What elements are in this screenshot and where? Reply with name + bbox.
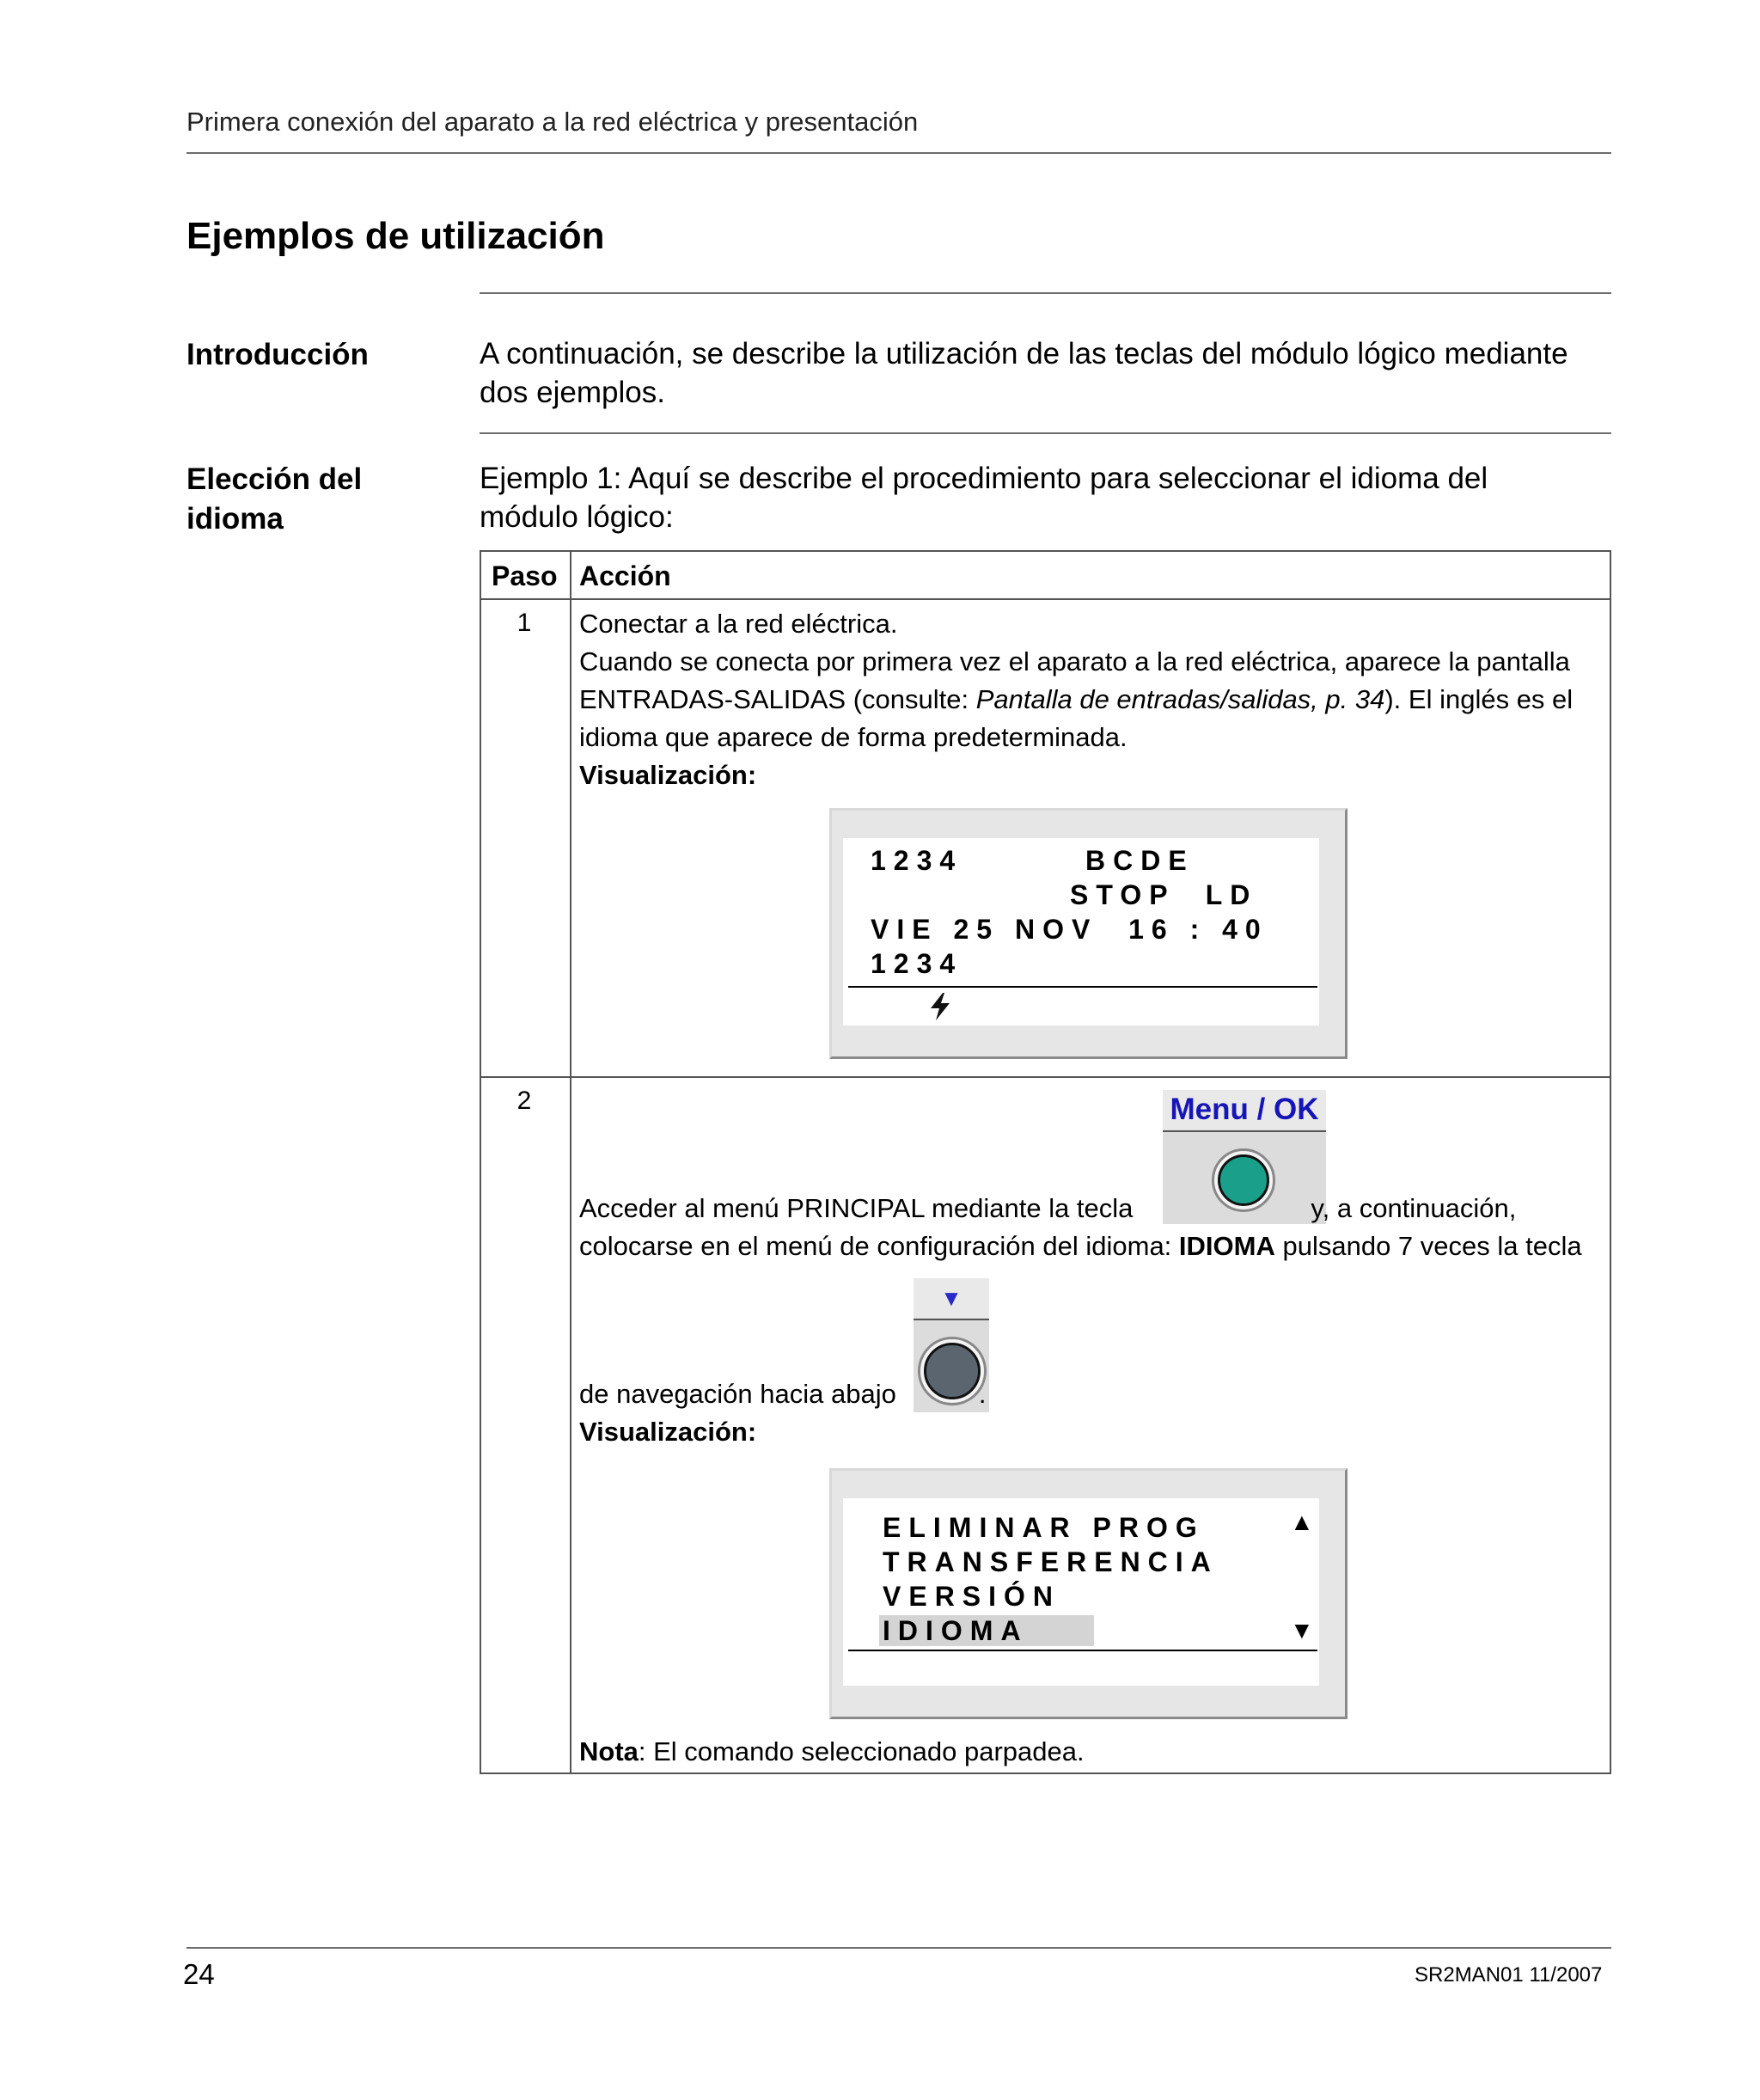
step2-line-text: y, a continuación, [1311,1193,1517,1223]
display-label: Visualización: [579,760,757,790]
page-number: 24 [183,1958,215,1990]
step2-line-text: colocarse en el menú de configuración del idioma: [579,1231,1179,1261]
lcd-line: 1234 [871,845,963,876]
intro-text [480,334,1614,412]
step1-line: Conectar a la red eléctrica. [579,609,898,639]
intro-text-line: A continuación, se describe la utilización de las teclas del módulo lógico mediante [480,337,1568,370]
language-text-line: Ejemplo 1: Aquí se describe el procedimiento para seleccionar el idioma del [480,462,1488,495]
step2-line [579,1228,1602,1265]
lcd-divider [848,1650,1317,1651]
lcd-display-area [843,1498,1319,1686]
step-number: 1 [516,609,532,637]
lcd-divider [848,986,1317,988]
menu-ok-key-label: Menu / OK [1163,1090,1326,1130]
idioma-keyword: IDIOMA [1178,1231,1275,1261]
step2-note [579,1733,1602,1771]
step1-line: idioma que aparece de forma predeterminada. [579,722,1128,752]
down-arrow-icon: ▼ [914,1278,989,1318]
lcd-line: BCDE [1085,845,1195,876]
display-label: Visualización: [579,1417,757,1447]
steps-table [480,550,1611,1774]
step2-line-text: pulsando 7 veces la tecla [1274,1231,1582,1261]
lcd-line: 1234 [871,948,963,979]
step2-action-continued [579,1375,1602,1451]
menu-item: ELIMINAR PROG [883,1512,1205,1543]
language-label [186,460,444,539]
header-action: Acción [579,560,671,591]
intro-label: Introducción [186,338,369,371]
intro-text-line: dos ejemplos. [480,376,665,409]
header-row-separator [481,598,1610,600]
step-number: 2 [516,1087,532,1115]
step2-line [579,1190,1602,1228]
header-step: Paso [492,560,558,591]
running-header: Primera conexión del aparato a la red eléctrica y presentación [186,107,919,137]
language-rule [480,432,1611,434]
menu-item: VERSIÓN [883,1581,1061,1612]
column-separator [570,552,571,1772]
lcd-screen-io [829,808,1348,1059]
step2-line-text: Acceder al menú PRINCIPAL mediante la tecla [579,1193,1134,1223]
step2-line-text: . [978,1379,987,1409]
language-label-line: idioma [186,502,284,536]
step1-line: Cuando se conecta por primera vez el aparato a la red eléctrica, aparece la pantalla [579,646,1570,677]
language-text-line: módulo lógico: [480,500,674,534]
footer-rule [186,1947,1611,1949]
key-divider [1163,1130,1326,1132]
step1-line-text: ). El inglés es el [1384,684,1574,714]
step2-action [579,1190,1602,1265]
header-rule [186,152,1611,154]
scroll-up-icon: ▲ [1290,1509,1314,1535]
lcd-line: VIE 25 NOV 16 : 40 [871,914,1268,945]
language-label-line: Elección del [186,462,363,496]
menu-item: TRANSFERENCIA [883,1546,1219,1577]
lcd-line: STOP LD [1070,879,1258,910]
lcd-screen-menu [829,1468,1348,1719]
step2-line [579,1375,1602,1413]
key-divider [914,1319,989,1320]
lightning-icon [927,993,953,1020]
document-reference: SR2MAN01 11/2007 [1415,1963,1603,1987]
lcd-display-area [843,838,1319,1026]
step1-line [579,681,1602,719]
language-text [480,459,1614,536]
scroll-down-icon: ▼ [1290,1617,1314,1644]
step2-line-text: de navegación hacia abajo [579,1379,896,1409]
intro-rule [480,292,1611,294]
section-title: Ejemplos de utilización [186,215,605,257]
step1-action [579,605,1602,794]
menu-item-selected: IDIOMA [883,1615,1029,1646]
note-label: Nota [579,1736,639,1766]
row-separator [481,1076,1610,1078]
step1-line-text: ENTRADAS-SALIDAS (consulte: [579,684,976,714]
cross-reference: Pantalla de entradas/salidas, p. 34 [975,684,1385,714]
note-text: : El comando seleccionado parpadea. [638,1736,1085,1766]
